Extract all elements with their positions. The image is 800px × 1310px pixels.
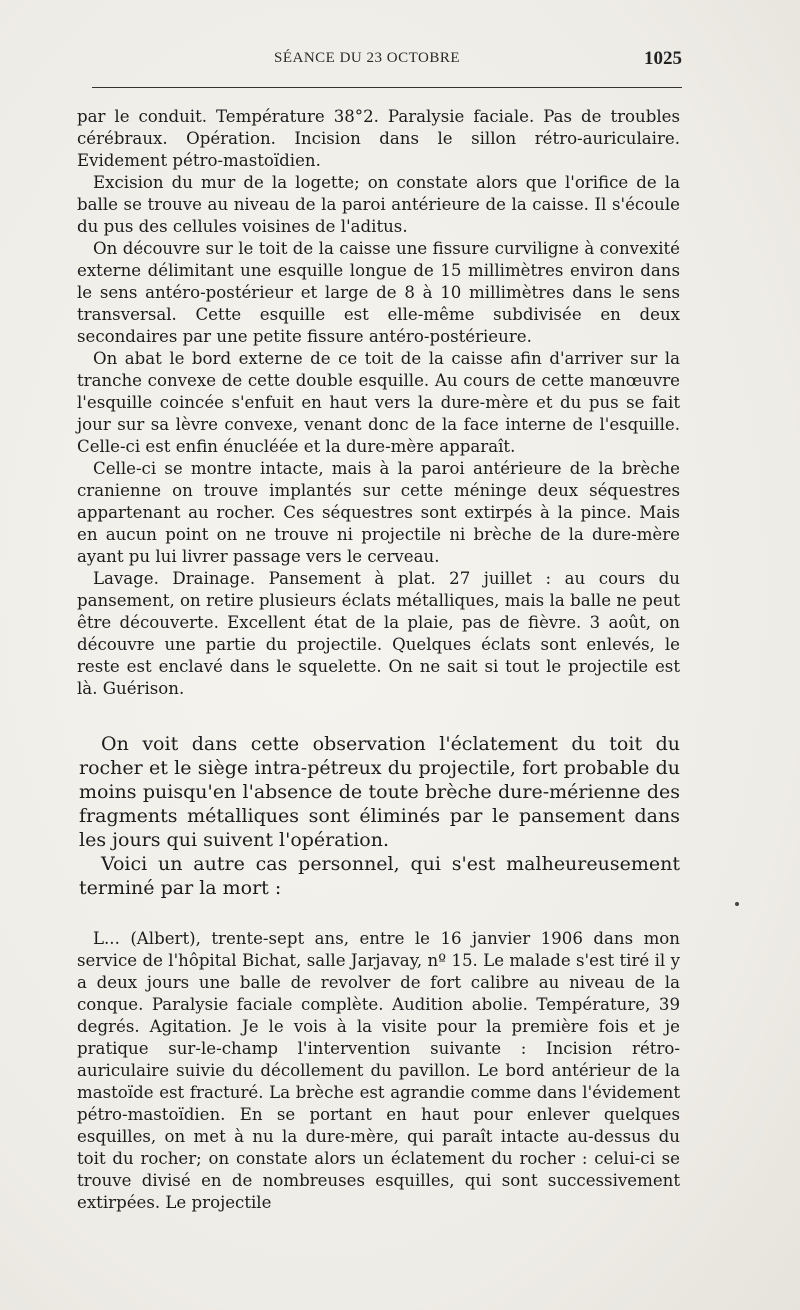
observation-1 [77, 106, 680, 700]
running-title: SÉANCE DU 23 OCTOBRE [274, 50, 460, 66]
paragraph: L... (Albert), trente-sept ans, entre le 16 janvier 1906 dans mon service de l'hôpital Bichat, salle Jarjavay, nº 15. Le malade s'est tiré il y a deux jours une balle de revolver de fort calibre au niveau de la conque. Paralysie faciale complète. Audition abolie. Température, 39 degrés. Agitation. Je le vois à la visite pour la première fois et je pratique sur-le-champ l'intervention suivante : Incision rétro-auriculaire suivie du décollement du pavillon. Le bord antérieur de la mastoïde est fracturé. La brèche est agrandie comme dans l'évidement pétro-mastoïdien. En se portant en haut pour enlever quelques esquilles, on met à nu la dure-mère, qui paraît intacte au-dessus du toit du rocher; on constate alors un éclatement du rocher : celui-ci se trouve divisé en de nombreuses esquilles, qui sont successivement extirpées. Le projectile [77, 929, 680, 1212]
paragraph: On voit dans cette observation l'éclatement du toit du rocher et le siège intra-pétreux du projectile, fort probable du moins puisqu'en l'absence de toute brèche dure-mérienne des fragments métalliques sont éliminés par le pansement dans les jours qui suivent l'opération. [79, 733, 680, 851]
paragraph: Voici un autre cas personnel, qui s'est malheureusement terminé par la mort : [79, 853, 680, 899]
page-number: 1025 [644, 48, 682, 69]
paragraph: Celle-ci se montre intacte, mais à la paroi antérieure de la brèche cranienne on trouve implantés sur cette méninge deux séquestres appartenant au rocher. Ces séquestres sont extirpés à la pince. Mais en aucun point on ne trouve ni projectile ni brèche de la dure-mère ayant pu lui livrer passage vers le cerveau. [77, 459, 680, 566]
header-rule [92, 87, 682, 88]
paragraph: On abat le bord externe de ce toit de la caisse afin d'arriver sur la tranche convexe de cette double esquille. Au cours de cette manœuvre l'esquille coincée s'enfuit en haut vers la dure-mère et du pus se fait jour sur sa lèvre convexe, venant donc de la face interne de l'esquille. Celle-ci est enfin énucléée et la dure-mère apparaît. [77, 349, 680, 456]
page-header [92, 48, 682, 74]
paragraph: Excision du mur de la logette; on constate alors que l'orifice de la balle se trouve au niveau de la paroi antérieure de la caisse. Il s'écoule du pus des cellules voisines de l'aditus. [77, 173, 680, 236]
paragraph: par le conduit. Température 38°2. Paralysie faciale. Pas de troubles cérébraux. Opération. Incision dans le sillon rétro-auriculaire. Evidement pétro-mastoïdien. [77, 107, 680, 170]
paragraph: Lavage. Drainage. Pansement à plat. 27 juillet : au cours du pansement, on retire plusieurs éclats métalliques, mais la balle ne peut être découverte. Excellent état de la plaie, pas de fièvre. 3 août, on découvre une partie du projectile. Quelques éclats sont enlevés, le reste est enclavé dans le squelette. On ne sait si tout le projectile est là. Guérison. [77, 569, 680, 698]
ink-spot [735, 902, 739, 906]
observation-2 [77, 928, 680, 1214]
discussion [79, 732, 680, 900]
paragraph: On découvre sur le toit de la caisse une fissure curviligne à convexité externe délimitant une esquille longue de 15 millimètres environ dans le sens antéro-postérieur et large de 8 à 10 millimètres dans le sens transversal. Cette esquille est elle-même subdivisée en deux secondaires par une petite fissure antéro-postérieure. [77, 239, 680, 346]
